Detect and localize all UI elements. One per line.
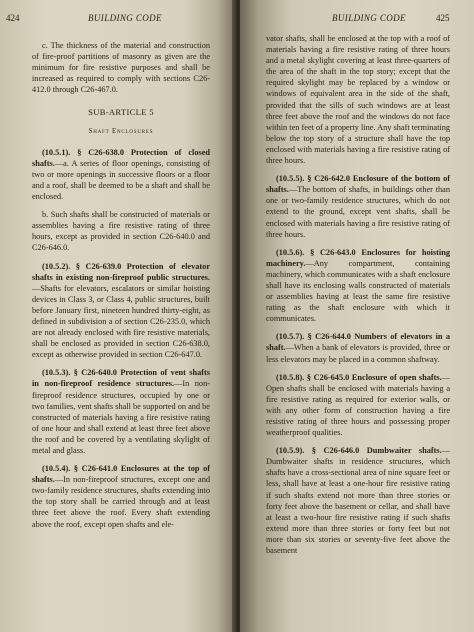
section-body: —In non-fireproof structures, except one and two-family residence structures, shafts extending into the top story shall be carried through and at least three feet above the roof. Every shaft extending above the roof, except open shafts and ele- [32, 475, 210, 529]
section-title: Numbers of elevators in a shaft. [266, 332, 451, 353]
left-page-number: 424 [6, 13, 20, 23]
section-body: —Any compartment, containing machinery, which communicates with a shaft enclosure shall have its enclosing walls constructed of materials or assemblies having at least the same fire resistive rating as the shaft enclosure with which it communicates. [266, 258, 450, 324]
intro-paragraph: c. The thickness of the material and construction of fire-proof partitions of masonry as given are the minimum for fire resistive purposes and shall be increased as required to comply with sections C26-412.0 through C26-467.0. [32, 41, 210, 95]
subarticle-heading: SUB-ARTICLE 5 [88, 107, 154, 118]
section-number: (10.5.8). § C26-645.0 [276, 372, 350, 382]
left-text-column [32, 40, 210, 537]
section-paragraph [266, 445, 450, 556]
section-number: (10.5.3). § C26-640.0 [42, 368, 117, 378]
section-paragraph [266, 173, 450, 240]
subarticle-subheading: Shaft Enclosures [88, 127, 154, 135]
section-paragraph [32, 463, 210, 530]
right-text-column [266, 33, 450, 563]
section-title: Protection of elevator shafts in existing non-fireproof public structures. [32, 261, 210, 282]
section-title: Dumbwaiter shafts. [366, 446, 442, 456]
section-number: (10.5.1). § C26-638.0 [42, 147, 125, 157]
section-title: Enclosure of open shafts. [351, 372, 442, 382]
section-body: —In non-fireproof residence structures, occupied by one or two families, vent shafts shall be supported on and be constructed of materials having a fire resistive rating of one hour and shall extend at least three feet above the roof and be covered by a ventilating skylight of metal and glass. [32, 379, 210, 455]
left-page [0, 0, 236, 632]
section-body: —Open shafts shall be enclosed with materials having a fire resistive rating as required for exterior walls, or with any other form of construction having a fire resistive rating of three hours and possessing proper weatherproof qualities. [266, 372, 450, 438]
section-paragraph [32, 209, 210, 253]
section-body: —When a bank of elevators is provided, three or less elevators may be placed in a common shaftway. [266, 343, 450, 364]
right-running-head: BUILDING CODE [332, 13, 406, 23]
section-number: (10.5.9). § C26-646.0 [276, 446, 360, 456]
section-paragraph [266, 247, 450, 325]
section-body: —Shafts for elevators, escalators or similar hoisting devices in Class 3, or Class 4, public structures, built before January first, nineteen hundred thirty-eight, as defined in subdivision a of section C26-235.0, which are not already enclosed with fire resistive materials, shall be enclosed as provided in section C26-638.0, except as otherwise provided in section C26-647.0. [32, 283, 210, 360]
section-paragraph [266, 372, 450, 439]
section-title: Enclosures for hoisting machinery. [266, 247, 451, 268]
section-title: Protection of vent shafts in non-fireproof residence structures. [32, 368, 211, 389]
section-title: Protection of closed shafts. [32, 147, 211, 168]
section-title: Enclosures at the top of shafts. [32, 464, 210, 485]
section-body: —Dumbwaiter shafts in residence structures, which shafts have a cross-sectional area of nine square feet or less, shall have at least a one-hour fire resistive rating if such shafts extend not more than three stories or forty feet above the basement or cellar, and shall have at least a two-hour fire resistive rating if such shafts extend more than three stories or forty feet but not more than six stories or seventy-five feet above the basement [266, 446, 450, 556]
section-number: (10.5.7). § C26-644.0 [276, 332, 351, 342]
section-title: Enclosure of the bottom of shafts. [266, 174, 450, 195]
left-running-head: BUILDING CODE [88, 13, 162, 23]
section-paragraph [32, 261, 210, 361]
section-number: (10.5.4). § C26-641.0 [42, 464, 118, 474]
section-paragraph [266, 331, 450, 364]
continued-paragraph: vator shafts, shall be enclosed at the top with a roof of materials having a fire resistive rating of three hours and a metal skylight covering at least three-quarters of the area of the shaft in the top story; except that the required skylight may be replaced by a window or windows of equivalent area in the side of the shaft, provided that the sills of such windows are at least three feet above the roof and the windows do not face within ten feet of a property line. Any shaft terminating below the top story of a structure shall have the top enclosed with materials having a fire resistive rating of three hours. [266, 34, 450, 166]
section-number: (10.5.2). § C26-639.0 [42, 261, 122, 271]
section-number: (10.5.6). § C26-643.0 [276, 247, 356, 257]
right-page [240, 0, 474, 632]
section-paragraph [32, 147, 210, 202]
section-paragraph [32, 367, 210, 456]
right-page-number: 425 [436, 13, 450, 23]
section-body: b. Such shafts shall be constructed of materials or assemblies having a fire resistive rating of three hours, except as provided in section C26-640.0 and C26-646.0. [32, 210, 210, 253]
section-number: (10.5.5). § C26-642.0 [276, 174, 350, 184]
section-body: —a. A series of floor openings, consisting of two or more openings in successive floors or a floor and a roof, shall be deemed to be a shaft and shall be enclosed. [32, 158, 210, 202]
section-body: —The bottom of shafts, in buildings other than one or two-family residence structures, which do not extend to the ground, except vent shafts, shall be enclosed with materials having a fire resistive rating of three hours. [266, 185, 450, 239]
